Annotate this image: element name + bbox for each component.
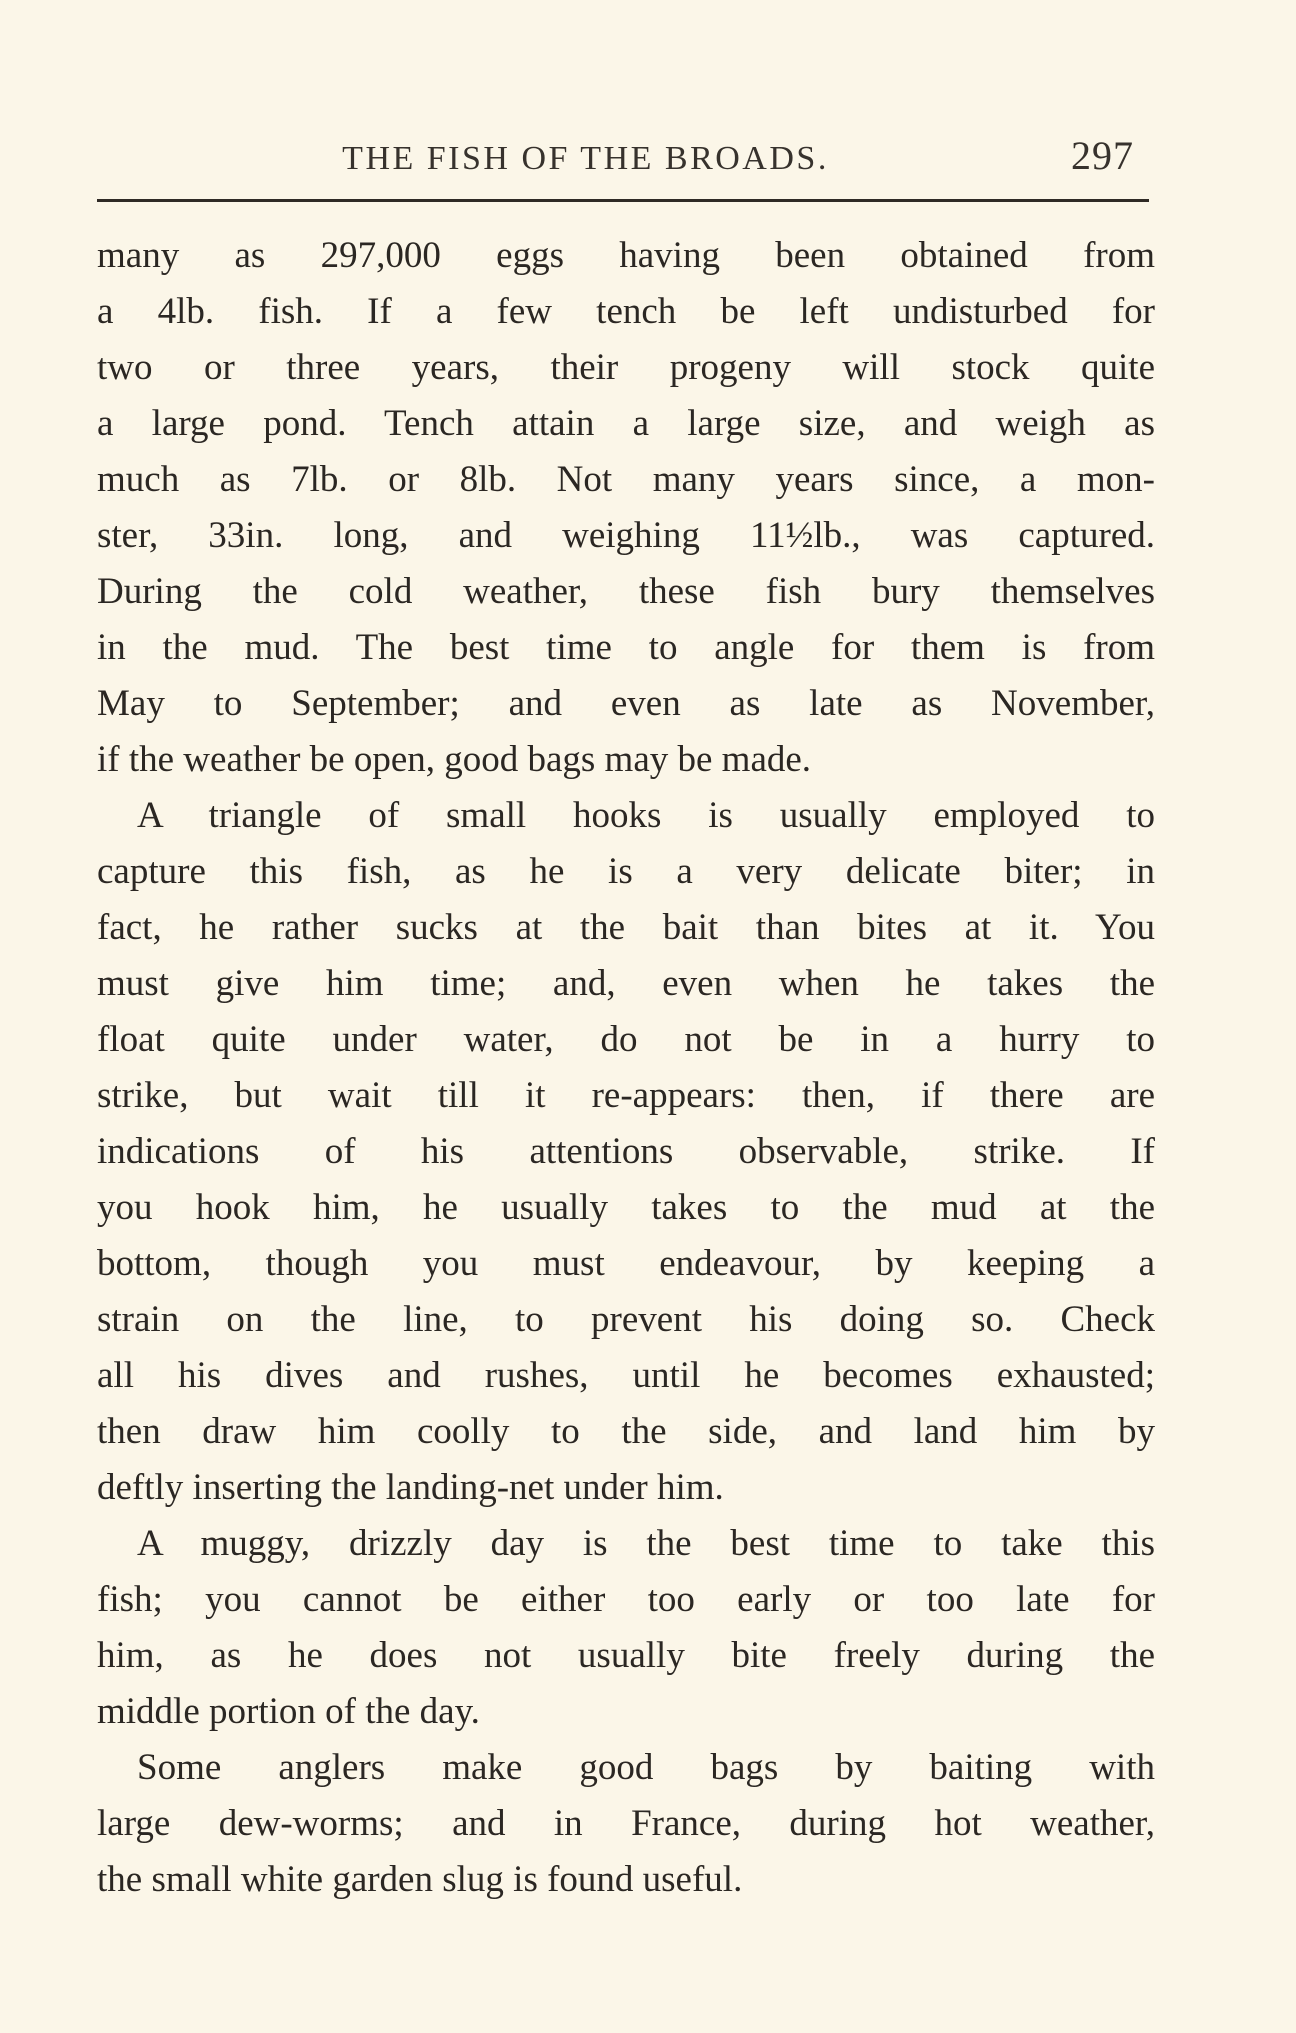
header-rule <box>97 199 1149 202</box>
text-line: him, as he does not usually bite freely during the <box>97 1635 1155 1676</box>
running-head <box>97 132 1134 182</box>
text-line: if the weather be open, good bags may be made. <box>97 739 812 780</box>
text-line: large dew-worms; and in France, during hot weather, <box>97 1803 1155 1844</box>
text-line: A muggy, drizzly day is the best time to take this <box>137 1523 1155 1564</box>
text-line: a 4lb. fish. If a few tench be left undisturbed for <box>97 291 1155 332</box>
text-line: in the mud. The best time to angle for them is from <box>97 627 1155 668</box>
text-line: strike, but wait till it re-appears: then, if there are <box>97 1075 1155 1116</box>
text-line: a large pond. Tench attain a large size, and weigh as <box>97 403 1155 444</box>
text-line: fish; you cannot be either too early or too late for <box>97 1579 1155 1620</box>
text-line: must give him time; and, even when he takes the <box>97 963 1155 1004</box>
text-line: ster, 33in. long, and weighing 11½lb., was captured. <box>97 515 1155 556</box>
text-line: A triangle of small hooks is usually employed to <box>137 795 1155 836</box>
running-title: THE FISH OF THE BROADS. <box>342 140 829 177</box>
text-line: middle portion of the day. <box>97 1691 480 1732</box>
text-line: the small white garden slug is found useful. <box>97 1859 743 1900</box>
text-line: you hook him, he usually takes to the mud at the <box>97 1187 1155 1228</box>
text-line: strain on the line, to prevent his doing so. Check <box>97 1299 1155 1340</box>
text-line: During the cold weather, these fish bury themselves <box>97 571 1155 612</box>
text-line: all his dives and rushes, until he becomes exhausted; <box>97 1355 1155 1396</box>
text-line: then draw him coolly to the side, and land him by <box>97 1411 1155 1452</box>
text-line: many as 297,000 eggs having been obtained from <box>97 235 1155 276</box>
text-line: float quite under water, do not be in a hurry to <box>97 1019 1155 1060</box>
text-line: Some anglers make good bags by baiting with <box>137 1747 1155 1788</box>
text-line: two or three years, their progeny will stock quite <box>97 347 1155 388</box>
body-text <box>97 228 1155 1908</box>
text-line: capture this fish, as he is a very delicate biter; in <box>97 851 1155 892</box>
page-number: 297 <box>1071 133 1134 178</box>
text-line: fact, he rather sucks at the bait than bites at it. You <box>97 907 1155 948</box>
text-line: much as 7lb. or 8lb. Not many years since, a mon- <box>97 459 1155 500</box>
text-line: indications of his attentions observable, strike. If <box>97 1131 1155 1172</box>
text-line: bottom, though you must endeavour, by keeping a <box>97 1243 1155 1284</box>
text-line: May to September; and even as late as November, <box>97 683 1155 724</box>
text-line: deftly inserting the landing-net under him. <box>97 1467 724 1508</box>
